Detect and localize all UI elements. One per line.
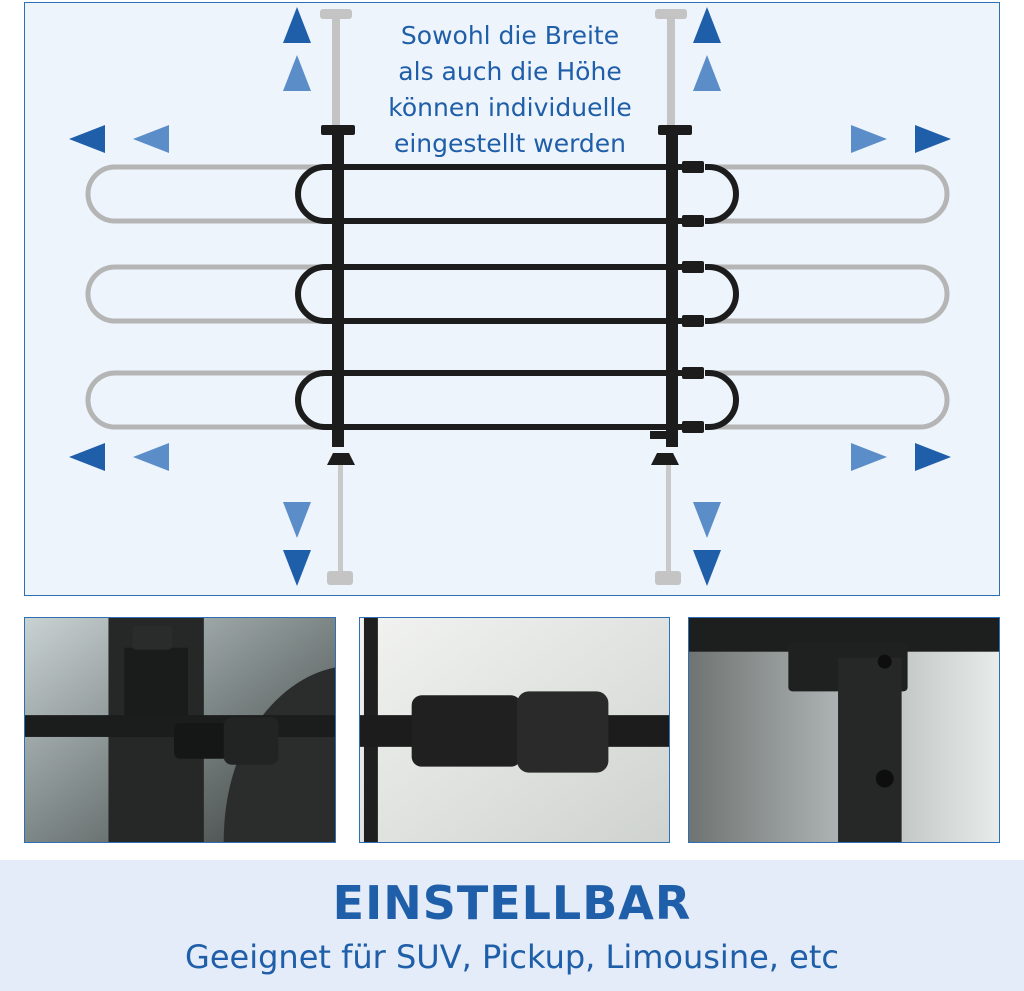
detail-photo-clamp xyxy=(24,617,336,843)
subline: Geeignet für SUV, Pickup, Limousine, etc xyxy=(185,938,839,976)
adjustment-caption xyxy=(360,18,660,162)
caption-line: eingestellt werden xyxy=(393,129,627,158)
caption-line: als auch die Höhe xyxy=(398,57,622,86)
caption-line: können individuelle xyxy=(388,93,632,122)
detail-photo-tube xyxy=(688,617,1000,843)
arrow-left-icon xyxy=(69,125,169,471)
headline: EINSTELLBAR xyxy=(332,876,692,930)
extension-loops-right xyxy=(705,167,947,427)
extension-loops-left xyxy=(88,167,325,427)
detail-photo-connector xyxy=(359,617,670,843)
black-divider-frame xyxy=(298,125,736,465)
caption-line: Sowohl die Breite xyxy=(400,21,620,50)
